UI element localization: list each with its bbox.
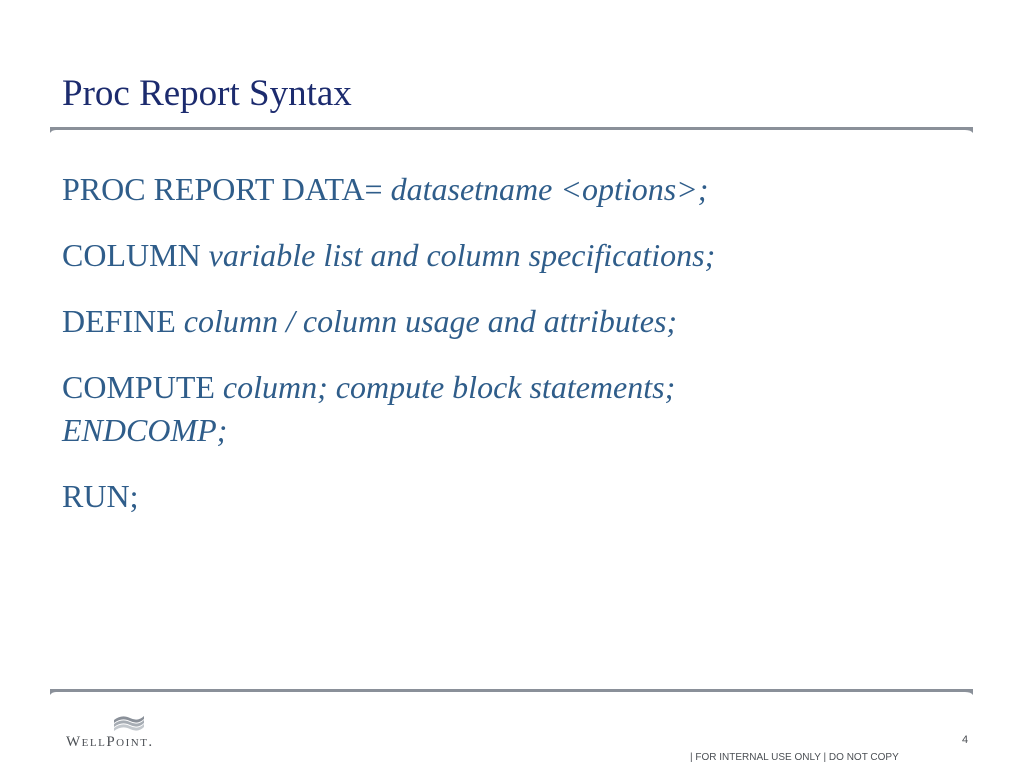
proc-report-args: datasetname <options>; [390,171,709,207]
syntax-line-compute [62,366,962,409]
define-args: column / column usage and attributes; [183,303,678,339]
syntax-line-column [62,234,962,277]
footer-confidentiality: | FOR INTERNAL USE ONLY | DO NOT COPY [690,752,899,763]
wellpoint-wordmark: WellPoint. [66,734,154,750]
syntax-list [62,168,962,518]
column-args: variable list and column specifications; [208,237,716,273]
wellpoint-flag-logo-icon [112,712,146,734]
slide-title: Proc Report Syntax [62,73,352,114]
run-statement: RUN; [62,478,139,514]
syntax-line-define [62,300,962,343]
top-divider [50,127,973,133]
compute-keyword: COMPUTE [62,369,215,405]
compute-args: column; compute block statements; [222,369,676,405]
bottom-divider [50,689,973,695]
column-keyword: COLUMN [62,237,201,273]
define-keyword: DEFINE [62,303,176,339]
proc-report-keyword: PROC REPORT DATA= [62,171,383,207]
page-number: 4 [962,734,969,746]
endcomp-statement: ENDCOMP; [62,412,228,448]
syntax-line-proc-report [62,168,962,211]
wellpoint-logo [66,712,196,752]
syntax-line-run [62,475,962,518]
syntax-line-endcomp [62,409,962,452]
